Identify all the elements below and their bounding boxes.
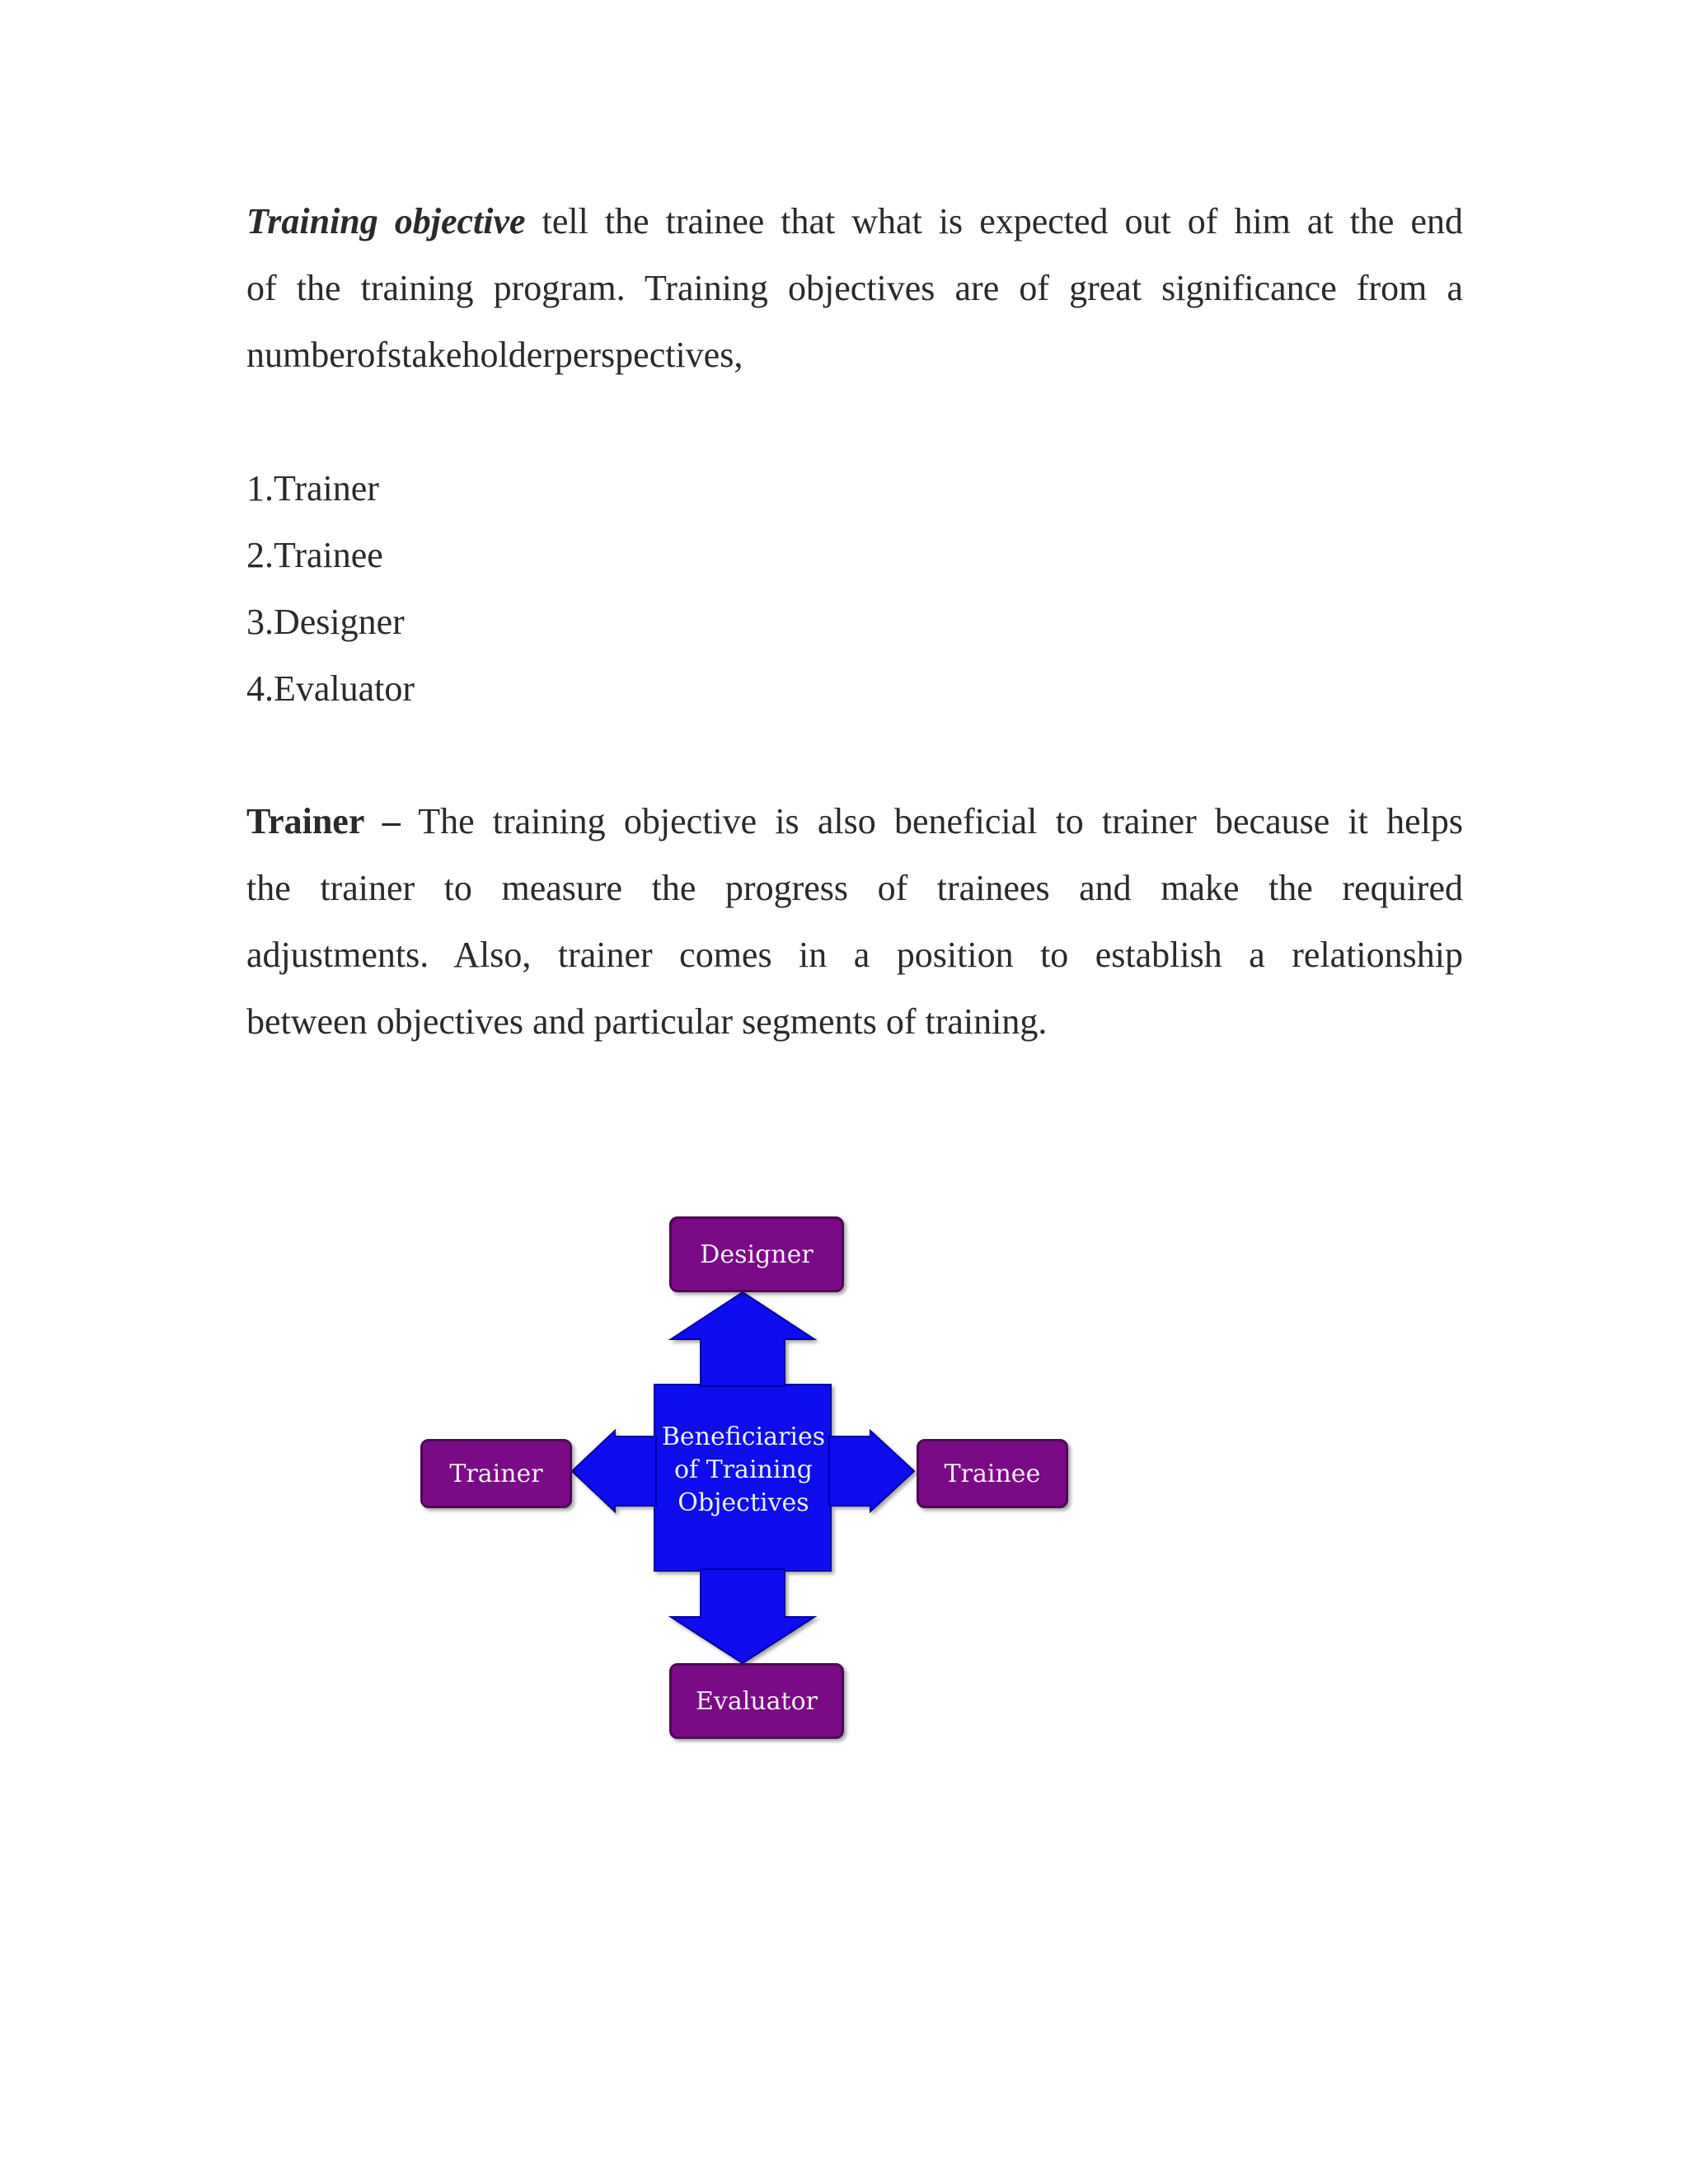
center-label-line-1: Beneficiaries: [661, 1422, 826, 1451]
arrow-down: [671, 1569, 814, 1663]
arrow-right: [829, 1431, 914, 1511]
designer-box: Designer: [669, 1216, 844, 1292]
trainer-line-1-rest: The training objective is also beneficial to trainer because it helps: [418, 801, 1463, 841]
evaluator-box: Evaluator: [669, 1663, 844, 1739]
intro-paragraph: [246, 188, 1463, 388]
list-item: 1.Trainer: [246, 468, 379, 509]
trainer-paragraph: [246, 788, 1463, 1055]
trainer-box: Trainer: [420, 1439, 572, 1508]
arrow-left: [572, 1431, 656, 1511]
trainer-line-2: the trainer to measure the progress of trainees and make the required: [246, 868, 1463, 908]
intro-line-2: of the training program. Training objectives are of great significance from a: [246, 268, 1463, 308]
list-item: 3.Designer: [246, 602, 405, 642]
intro-line-1: [246, 188, 1463, 255]
list-item: 4.Evaluator: [246, 668, 415, 709]
center-label: [656, 1421, 831, 1520]
arrow-up: [671, 1292, 814, 1386]
trainer-line-1: [246, 788, 1463, 855]
trainer-lead: Trainer –: [246, 801, 401, 841]
trainer-line-4: between objectives and particular segments of training.: [246, 1001, 1048, 1042]
stakeholder-list: [246, 455, 415, 722]
intro-line-1-rest: tell the trainee that what is expected out of him at the end: [542, 201, 1463, 241]
list-item: 2.Trainee: [246, 535, 383, 575]
intro-line-3: numberofstakeholderperspectives,: [246, 335, 743, 375]
trainee-box: Trainee: [917, 1439, 1068, 1508]
trainer-line-3: adjustments. Also, trainer comes in a position to establish a relationship: [246, 935, 1463, 975]
intro-lead: Training objective: [246, 201, 526, 241]
beneficiaries-diagram: [412, 1203, 1088, 1764]
center-label-line-2: of Training: [674, 1455, 813, 1484]
center-label-line-3: Objectives: [678, 1488, 809, 1517]
